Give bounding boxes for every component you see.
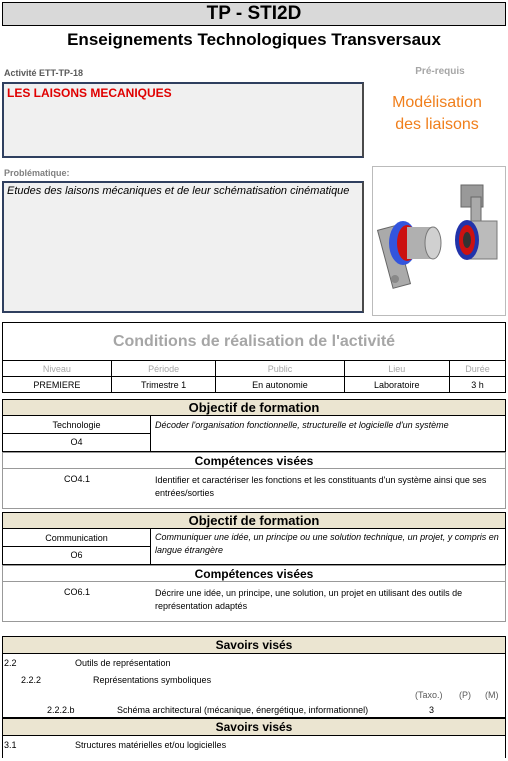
savoirs1-row2-num: 2.2.2 <box>21 675 42 685</box>
objective1-text: Décoder l'organisation fonctionnelle, structurelle et logicielle d'un système <box>155 420 449 430</box>
competence1-text: Identifier et caractériser les fonctions et les constituants d'un système ainsi que ses entrées/sorties <box>155 475 487 498</box>
savoirs2-row1-label: Structures matérielles et/ou logicielles <box>75 740 227 750</box>
savoirs1-item-taxo: 3 <box>429 705 435 715</box>
objective1-title: Objectif de formation <box>2 399 506 416</box>
competence2-row <box>2 582 506 622</box>
cond-value-periode: Trimestre 1 <box>111 377 216 393</box>
objective1-domain: Technologie <box>3 416 151 434</box>
prereq-line1: Modélisation <box>392 94 482 111</box>
savoirs1-col-taxo: (Taxo.) <box>415 690 443 700</box>
competence2-code: CO6.1 <box>63 587 90 597</box>
page-subtitle: Enseignements Technologiques Transversaux <box>67 30 441 49</box>
cond-value-lieu: Laboratoire <box>344 377 450 393</box>
savoirs1-col-m: (M) <box>485 690 499 700</box>
savoirs1-row1-label: Outils de représentation <box>75 658 171 668</box>
objective1-code: O4 <box>3 434 151 451</box>
competences2-title: Compétences visées <box>2 565 506 582</box>
conditions-title: Conditions de réalisation de l'activité <box>2 322 506 360</box>
savoirs2-block <box>2 736 506 758</box>
cond-header-periode: Période <box>111 361 216 377</box>
problem-box <box>2 181 364 313</box>
savoirs1-item-num: 2.2.2.b <box>47 705 75 715</box>
savoirs1-title: Savoirs visés <box>2 636 506 654</box>
competence1-row <box>2 469 506 509</box>
activity-box <box>2 82 364 158</box>
cond-header-niveau: Niveau <box>3 361 112 377</box>
competences1-title: Compétences visées <box>2 452 506 469</box>
savoirs2-row1-num: 3.1 <box>4 740 17 750</box>
objective1-block <box>2 416 506 452</box>
competence1-code: CO4.1 <box>63 474 90 484</box>
cond-header-lieu: Lieu <box>344 361 450 377</box>
objective2-domain: Communication <box>3 529 151 547</box>
savoirs1-col-p: (P) <box>459 690 471 700</box>
cond-value-niveau: PREMIERE <box>3 377 112 393</box>
prereq-value <box>378 92 496 136</box>
page-title: TP - STI2D <box>2 2 506 26</box>
activity-label: Activité ETT-TP-18 <box>4 68 84 78</box>
savoirs1-row1-num: 2.2 <box>4 658 17 668</box>
objective2-block <box>2 529 506 565</box>
competence2-text: Décrire une idée, un principe, une solution, un projet en utilisant des outils de représentation adaptés <box>155 588 463 611</box>
objective2-code: O6 <box>3 547 151 564</box>
cond-header-public: Public <box>216 361 344 377</box>
cond-value-duree: 3 h <box>450 377 506 393</box>
mechanical-joint-photo <box>372 166 506 316</box>
cond-value-public: En autonomie <box>216 377 344 393</box>
savoirs1-row2-label: Représentations symboliques <box>93 675 212 685</box>
objective2-title: Objectif de formation <box>2 512 506 529</box>
problem-label: Problématique: <box>4 168 70 178</box>
prereq-label: Pré-requis <box>415 66 465 77</box>
savoirs2-title: Savoirs visés <box>2 718 506 736</box>
savoirs1-item-label: Schéma architectural (mécanique, énergétique, informationnel) <box>117 705 369 715</box>
savoirs1-block <box>2 654 506 718</box>
objective2-text: Communiquer une idée, un principe ou une solution technique, un projet, y compris en langue étrangère <box>155 532 499 555</box>
problem-text: Etudes des laisons mécaniques et de leur schématisation cinématique <box>7 185 350 197</box>
conditions-table <box>2 360 506 393</box>
activity-name: LES LAISONS MECANIQUES <box>7 86 172 100</box>
prereq-line2: des liaisons <box>395 116 479 133</box>
cond-header-duree: Durée <box>450 361 506 377</box>
